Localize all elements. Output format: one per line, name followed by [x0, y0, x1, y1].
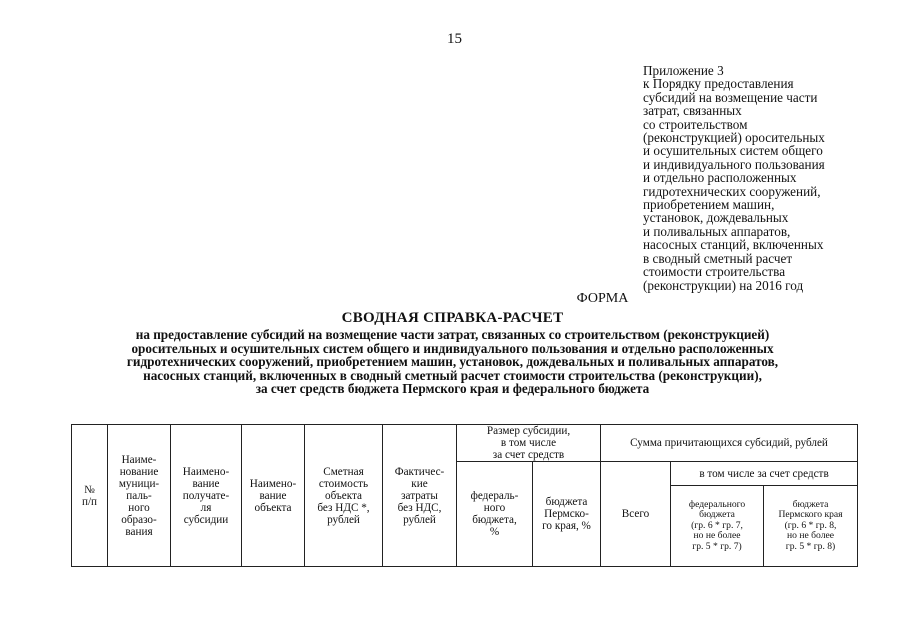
- header-incl: в том числе за счет средств: [671, 462, 858, 486]
- header-regional-rub: бюджета Пермского края (гр. 6 * гр. 8, но не более гр. 5 * гр. 8): [764, 486, 858, 567]
- subtitle-line: оросительных и осушительных систем общего и индивидуального пользования и отдельно расположенных: [131, 340, 774, 356]
- appendix-line: к Порядку предоставления: [643, 76, 794, 92]
- header-actual: Фактичес- кие затраты без НДС, рублей: [383, 425, 457, 567]
- header-federal-rub: федерального бюджета (гр. 6 * гр. 7, но не более гр. 5 * гр. 7): [671, 486, 764, 567]
- appendix-line: насосных станций, включенных: [643, 237, 824, 253]
- subtitle-line: гидротехнических сооружений, приобретением машин, установок, дождевальных и поливальных аппаратов,: [126, 354, 779, 370]
- appendix-line: установок, дождевальных: [643, 210, 789, 226]
- header-subsidy-size: Размер субсидии, в том числе за счет средств: [457, 425, 601, 462]
- appendix-line: (реконструкции) на 2016 год: [643, 277, 804, 293]
- appendix-line: и поливальных аппаратов,: [643, 223, 791, 239]
- page-number: 15: [447, 31, 462, 47]
- appendix-line: и осушительных систем общего: [643, 143, 823, 159]
- header-estimate: Сметная стоимость объекта без НДС *, рублей: [305, 425, 383, 567]
- document-subtitle: [0, 328, 905, 396]
- header-federal-pct: федераль- ного бюджета, %: [457, 462, 533, 567]
- subtitle-line: насосных станций, включенных в сводный сметный расчет стоимости строительства (реконструкции),: [143, 367, 762, 383]
- header-regional-pct: бюджета Пермско- го края, %: [533, 462, 601, 567]
- appendix-line: субсидий на возмещение части: [643, 89, 818, 105]
- form-label: [0, 291, 905, 307]
- appendix-note: [643, 64, 883, 292]
- document-title: СВОДНАЯ СПРАВКА-РАСЧЕТ: [341, 310, 564, 326]
- header-sum-due: Сумма причитающихся субсидий, рублей: [601, 425, 858, 462]
- appendix-line: в сводный сметный расчет: [643, 250, 793, 266]
- appendix-line: затрат, связанных: [643, 103, 742, 119]
- appendix-line: приобретением машин,: [643, 197, 775, 213]
- appendix-line: (реконструкцией) оросительных: [643, 130, 825, 146]
- appendix-line: со строительством: [643, 116, 748, 132]
- header-recipient: Наимено- вание получате- ля субсидии: [171, 425, 242, 567]
- appendix-line: гидротехнических сооружений,: [643, 183, 821, 199]
- header-object: Наимено- вание объекта: [242, 425, 305, 567]
- appendix-line: и отдельно расположенных: [643, 170, 797, 186]
- appendix-line: стоимости строительства: [643, 264, 786, 280]
- header-municipality: Наиме- нование муници- паль- ного образо- вания: [108, 425, 171, 567]
- subtitle-line: за счет средств бюджета Пермского края и федерального бюджета: [255, 381, 650, 397]
- appendix-line: Приложение 3: [643, 63, 724, 78]
- header-total: Всего: [601, 462, 671, 567]
- form-label-text: ФОРМА: [576, 291, 629, 306]
- subtitle-line: на предоставление субсидий на возмещение части затрат, связанных со строительством (реконструкцией): [135, 327, 770, 342]
- header-num: № п/п: [72, 425, 108, 567]
- form-table: [71, 424, 858, 567]
- appendix-line: и индивидуального пользования: [643, 156, 825, 172]
